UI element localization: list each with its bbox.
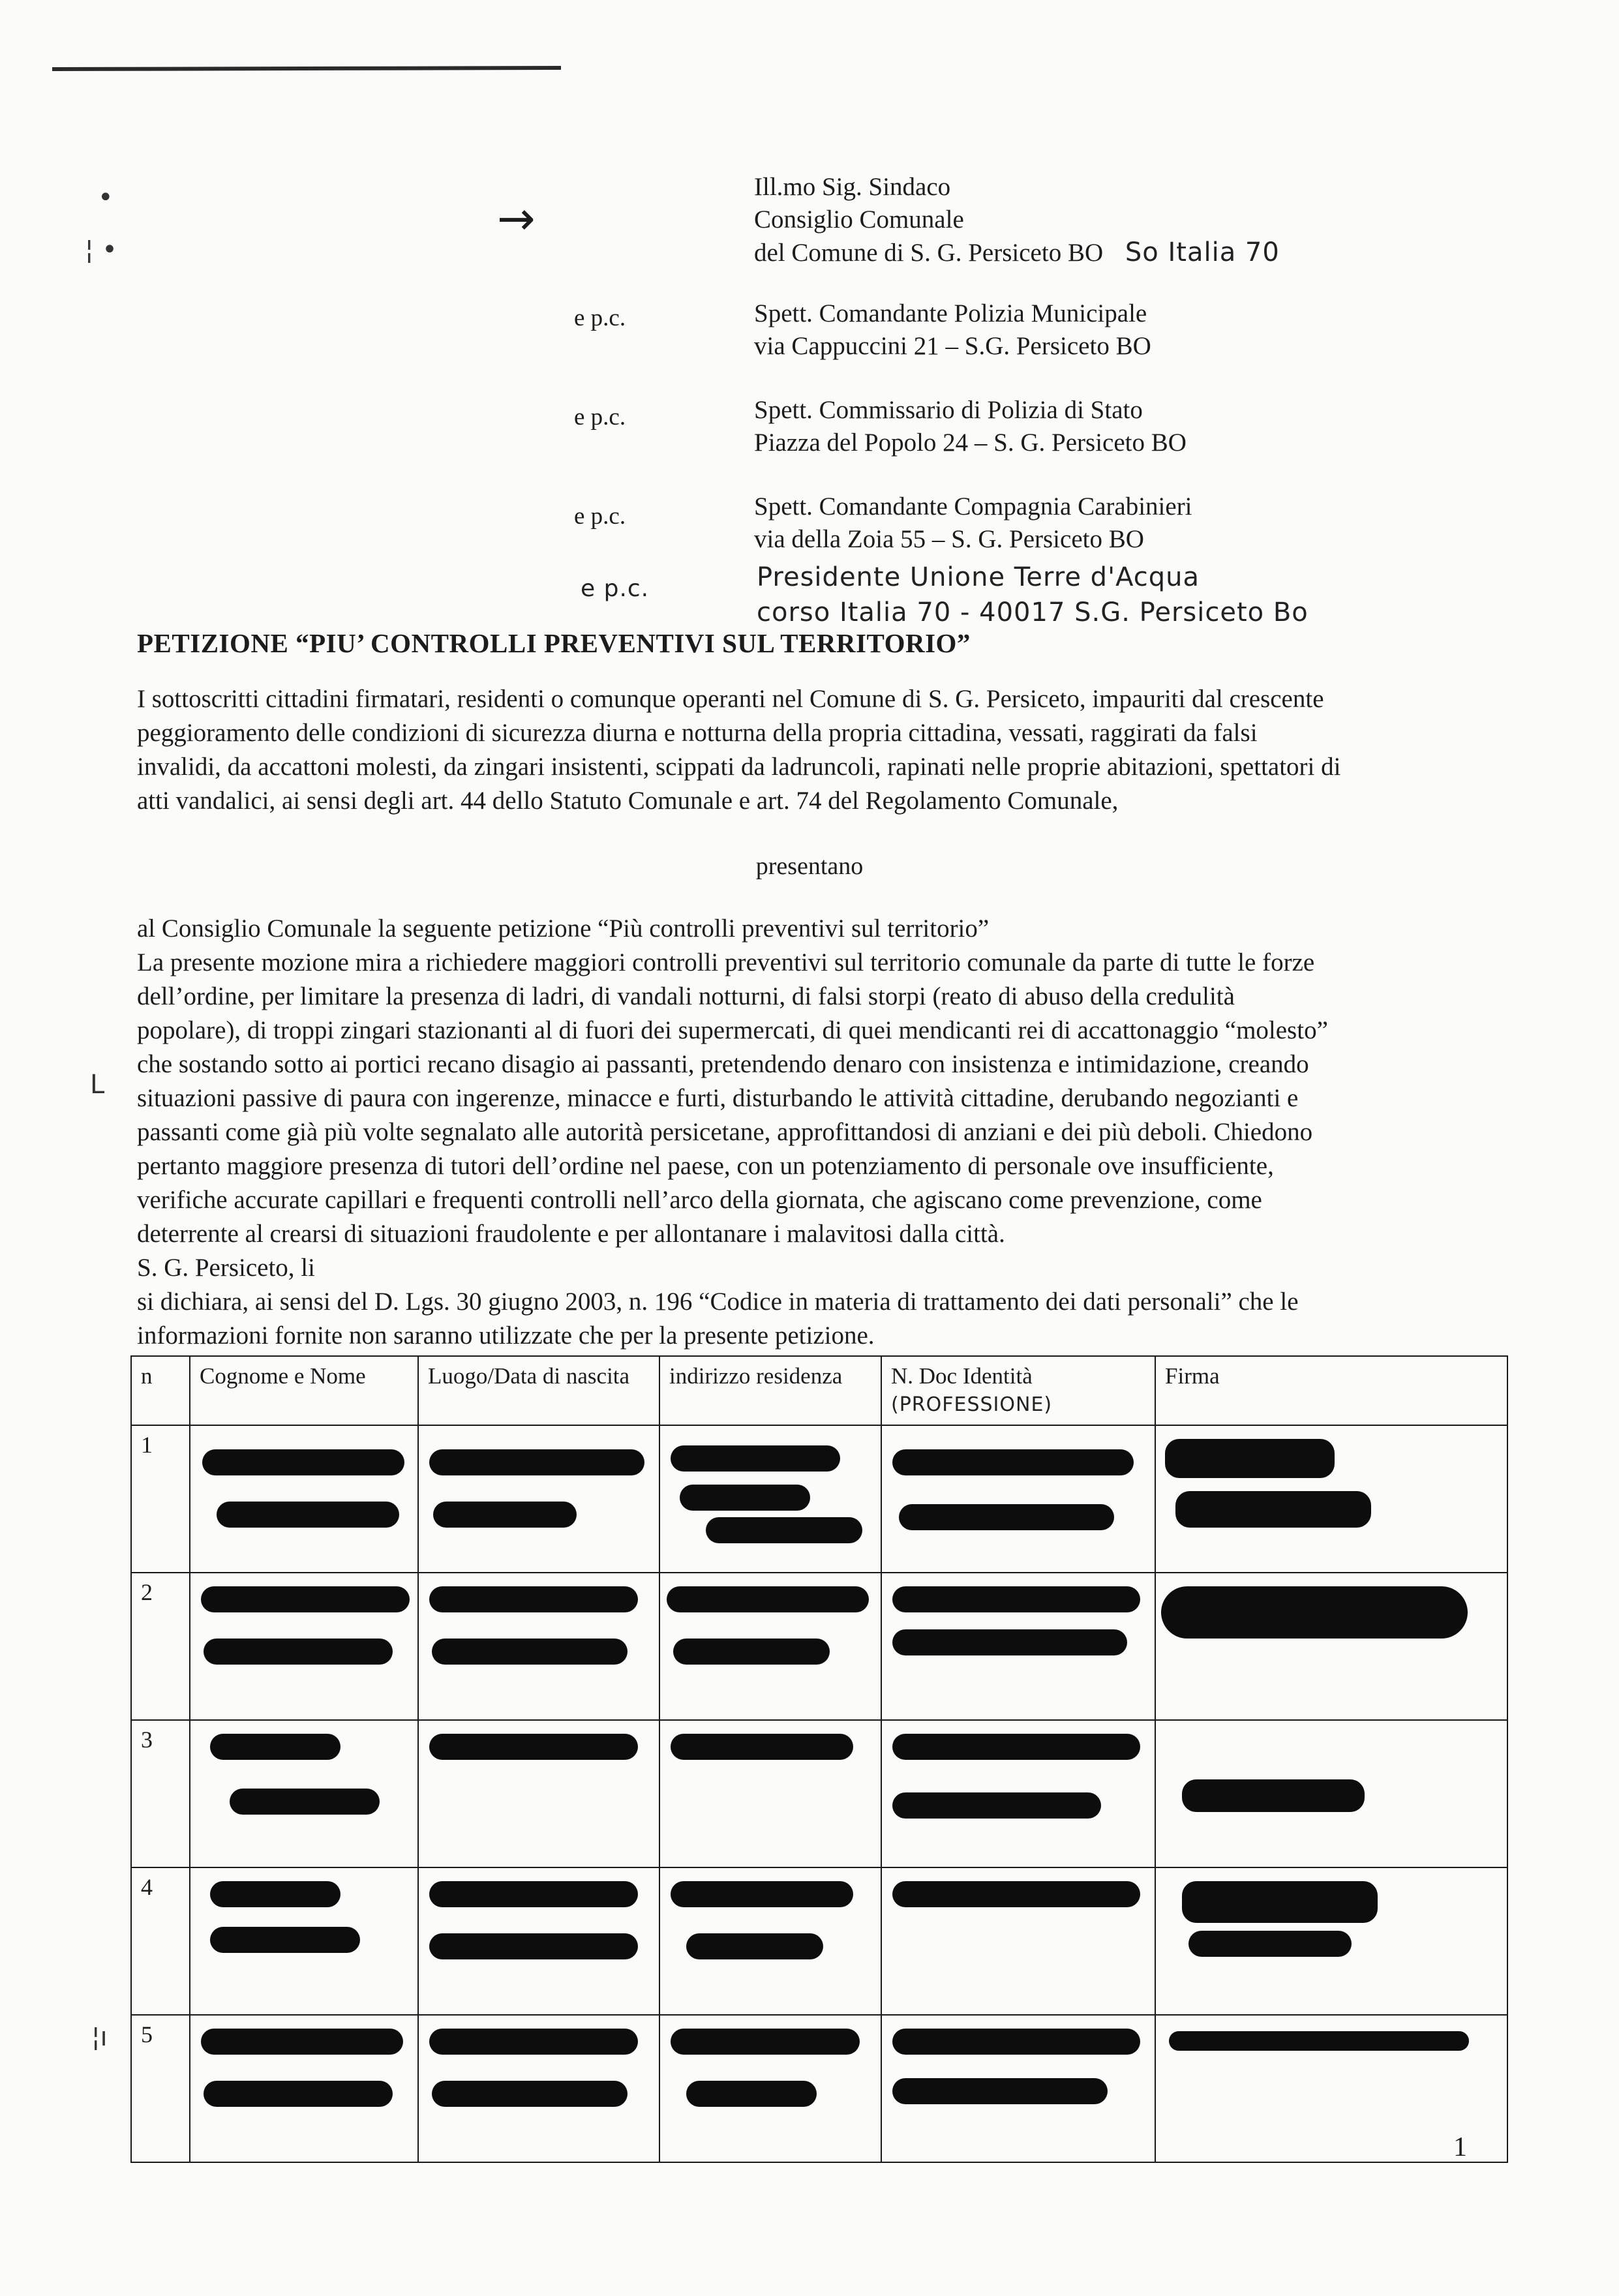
- redacted-cell: [659, 1720, 881, 1867]
- margin-mark: •: [98, 183, 113, 213]
- redacted-cell: [659, 1573, 881, 1720]
- addressee-line: del Comune di S. G. Persiceto BO So Italia 70: [754, 237, 1280, 267]
- presentano-label: presentano: [755, 853, 864, 880]
- redaction-bar: [1165, 1439, 1335, 1478]
- row-number: 1: [131, 1425, 190, 1573]
- redaction-bar: [210, 1734, 340, 1760]
- paragraph-line: che sostando sotto ai portici recano disagio ai passanti, pretendendo denaro con insistenza e intimidazione, creando: [137, 1050, 1309, 1078]
- redaction-bar: [667, 1586, 869, 1612]
- redaction-bar: [892, 2029, 1140, 2055]
- redaction-bar: [671, 1445, 840, 1472]
- redacted-cell: [659, 1867, 881, 2015]
- redacted-signature: [1155, 1867, 1507, 2015]
- redaction-bar: [892, 1449, 1134, 1475]
- row-number: 3: [131, 1720, 190, 1867]
- redacted-signature: [1155, 1573, 1507, 1720]
- arrow-icon: →: [497, 192, 536, 245]
- redacted-cell: [190, 2015, 418, 2162]
- redaction-bar: [892, 1734, 1140, 1760]
- addressee-polizia-municipale: [754, 297, 1151, 363]
- redaction-bar: [204, 2081, 393, 2107]
- table-row: [131, 1425, 1507, 1573]
- addressee-main: [754, 171, 1280, 269]
- table-row: [131, 1573, 1507, 1720]
- row-number: 2: [131, 1573, 190, 1720]
- paragraph-line: deterrente al crearsi di situazioni fraudolente e per allontanare i malavitosi dalla città.: [137, 1220, 1005, 1248]
- redaction-bar: [1188, 1931, 1352, 1957]
- redacted-cell: [881, 1573, 1155, 1720]
- addressee-line: Piazza del Popolo 24 – S. G. Persiceto BO: [754, 429, 1187, 457]
- redaction-bar: [432, 1639, 628, 1665]
- redaction-bar: [686, 2081, 817, 2107]
- margin-mark: ¦ •: [85, 235, 117, 265]
- header-document: N. Doc Identità (PROFESSIONE): [881, 1356, 1155, 1425]
- paragraph-line: S. G. Persiceto, li: [137, 1254, 315, 1282]
- redacted-signature: [1155, 1720, 1507, 1867]
- table-header-row: [131, 1356, 1507, 1425]
- redaction-bar: [671, 2029, 860, 2055]
- paragraph-line: atti vandalici, ai sensi degli art. 44 dello Statuto Comunale e art. 74 del Regolamento Comunale,: [137, 787, 1119, 815]
- paragraph-line: La presente mozione mira a richiedere maggiori controlli preventivi sul territorio comunale da parte di tutte le forze: [137, 948, 1315, 976]
- redaction-bar: [1175, 1491, 1371, 1528]
- addressee-line: via della Zoia 55 – S. G. Persiceto BO: [754, 525, 1144, 553]
- redacted-signature: [1155, 1425, 1507, 1573]
- redaction-bar: [1182, 1779, 1365, 1812]
- redaction-bar: [429, 1734, 638, 1760]
- paragraph-line: informazioni fornite non saranno utilizzate che per la presente petizione.: [137, 1322, 875, 1350]
- paragraph-line: I sottoscritti cittadini firmatari, residenti o comunque operanti nel Comune di S. G. Persiceto, impauriti dal crescente: [137, 685, 1324, 713]
- addressee-line: via Cappuccini 21 – S.G. Persiceto BO: [754, 332, 1151, 360]
- redaction-bar: [201, 1586, 410, 1612]
- redacted-cell: [190, 1425, 418, 1573]
- redacted-cell: [418, 1573, 659, 1720]
- redaction-bar: [892, 1629, 1127, 1655]
- redaction-bar: [892, 1881, 1140, 1907]
- signature-table: [130, 1355, 1508, 2163]
- addressee-line: Spett. Comandante Polizia Municipale: [754, 299, 1147, 327]
- redacted-cell: [190, 1867, 418, 2015]
- redaction-bar: [673, 1639, 830, 1665]
- header-birth: Luogo/Data di nascita: [418, 1356, 659, 1425]
- redaction-bar: [686, 1933, 823, 1959]
- handwritten-addressee: Presidente Unione Terre d'Acqua corso Italia 70 - 40017 S.G. Persiceto Bo: [757, 562, 1309, 627]
- header-address: indirizzo residenza: [659, 1356, 881, 1425]
- epc-label: e p.c.: [574, 305, 626, 331]
- petition-title: PETIZIONE “PIU’ CONTROLLI PREVENTIVI SUL TERRITORIO”: [137, 628, 971, 658]
- redaction-bar: [429, 1449, 644, 1475]
- addressee-polizia-stato: [754, 394, 1187, 459]
- redaction-bar: [429, 1881, 638, 1907]
- body-paragraph: [137, 912, 1442, 1353]
- handwritten-epc: e p.c.: [581, 575, 650, 602]
- addressee-line: Consiglio Comunale: [754, 205, 964, 234]
- paragraph-line: si dichiara, ai sensi del D. Lgs. 30 giugno 2003, n. 196 “Codice in materia di trattamento dei dati personali” che le: [137, 1288, 1299, 1316]
- redaction-bar: [230, 1789, 380, 1815]
- table-row: [131, 2015, 1507, 2162]
- paragraph-line: invalidi, da accattoni molesti, da zingari insistenti, scippati da ladruncoli, rapinati nelle proprie abitazioni, spettatori di: [137, 753, 1341, 781]
- redacted-cell: [190, 1573, 418, 1720]
- addressee-line: Spett. Comandante Compagnia Carabinieri: [754, 492, 1192, 521]
- row-number: 5: [131, 2015, 190, 2162]
- redaction-bar: [899, 1504, 1114, 1530]
- margin-mark: ¦ı: [91, 2022, 108, 2052]
- redaction-bar: [1169, 2031, 1469, 2051]
- redaction-bar: [432, 2081, 628, 2107]
- redaction-bar: [1182, 1881, 1378, 1923]
- epc-label: e p.c.: [574, 503, 626, 530]
- paragraph-line: peggioramento delle condizioni di sicurezza diurna e notturna della propria cittadina, vessati, raggirati da falsi: [137, 719, 1258, 747]
- page-number: 1: [1453, 2132, 1467, 2162]
- redaction-bar: [671, 1881, 853, 1907]
- paragraph-line: dell’ordine, per limitare la presenza di ladri, di vandali notturni, di falsi storpi (reato di abuso della credulità: [137, 982, 1235, 1010]
- redaction-bar: [210, 1881, 340, 1907]
- redaction-bar: [706, 1517, 862, 1543]
- top-rule: [52, 66, 561, 71]
- redaction-bar: [204, 1639, 393, 1665]
- redaction-bar: [202, 1449, 404, 1475]
- redaction-bar: [217, 1502, 399, 1528]
- row-number: 4: [131, 1867, 190, 2015]
- handwritten-note: (PROFESSIONE): [891, 1393, 1053, 1416]
- addressee-line: Ill.mo Sig. Sindaco: [754, 173, 951, 201]
- redaction-bar: [433, 1502, 577, 1528]
- redacted-cell: [881, 1720, 1155, 1867]
- redacted-cell: [418, 1425, 659, 1573]
- redaction-bar: [892, 1792, 1101, 1819]
- redacted-cell: [659, 1425, 881, 1573]
- redaction-bar: [429, 1586, 638, 1612]
- redacted-cell: [881, 2015, 1155, 2162]
- margin-mark: L: [90, 1070, 105, 1100]
- redacted-cell: [418, 2015, 659, 2162]
- table-row: [131, 1867, 1507, 2015]
- redaction-bar: [892, 1586, 1140, 1612]
- redaction-bar: [680, 1485, 810, 1511]
- intro-paragraph: [137, 682, 1442, 818]
- redacted-cell: [418, 1867, 659, 2015]
- redacted-cell: [659, 2015, 881, 2162]
- redacted-cell: [881, 1867, 1155, 2015]
- epc-label: e p.c.: [574, 404, 626, 430]
- addressee-line: Spett. Commissario di Polizia di Stato: [754, 396, 1143, 424]
- header-name: Cognome e Nome: [190, 1356, 418, 1425]
- redaction-bar: [671, 1734, 853, 1760]
- paragraph-line: popolare), di troppi zingari stazionanti al di fuori dei supermercati, di quei mendicanti rei di accattonaggio “molesto”: [137, 1016, 1328, 1044]
- redaction-bar: [429, 2029, 638, 2055]
- redaction-bar: [892, 2078, 1108, 2104]
- header-n: n: [131, 1356, 190, 1425]
- redacted-cell: [881, 1425, 1155, 1573]
- redaction-bar: [1161, 1586, 1468, 1639]
- redacted-cell: [418, 1720, 659, 1867]
- paragraph-line: pertanto maggiore presenza di tutori dell’ordine nel paese, con un potenziamento di personale ove insufficiente,: [137, 1152, 1274, 1180]
- paragraph-line: al Consiglio Comunale la seguente petizione “Più controlli preventivi sul territorio”: [137, 914, 990, 943]
- header-signature: Firma: [1155, 1356, 1507, 1425]
- table-row: [131, 1720, 1507, 1867]
- redaction-bar: [429, 1933, 638, 1959]
- paragraph-line: verifiche accurate capillari e frequenti controlli nell’arco della giornata, che agiscano come prevenzione, come: [137, 1186, 1262, 1214]
- redaction-bar: [210, 1927, 360, 1953]
- redaction-bar: [201, 2029, 403, 2055]
- addressee-carabinieri: [754, 491, 1192, 556]
- paragraph-line: situazioni passive di paura con ingerenze, minacce e furti, disturbando le attività cittadine, derubando negozianti e: [137, 1084, 1299, 1112]
- paragraph-line: passanti come già più volte segnalato alle autorità persicetane, approfittandosi di anziani e dei più deboli. Chiedono: [137, 1118, 1313, 1146]
- handwritten-note: So Italia 70: [1125, 237, 1280, 267]
- redacted-cell: [190, 1720, 418, 1867]
